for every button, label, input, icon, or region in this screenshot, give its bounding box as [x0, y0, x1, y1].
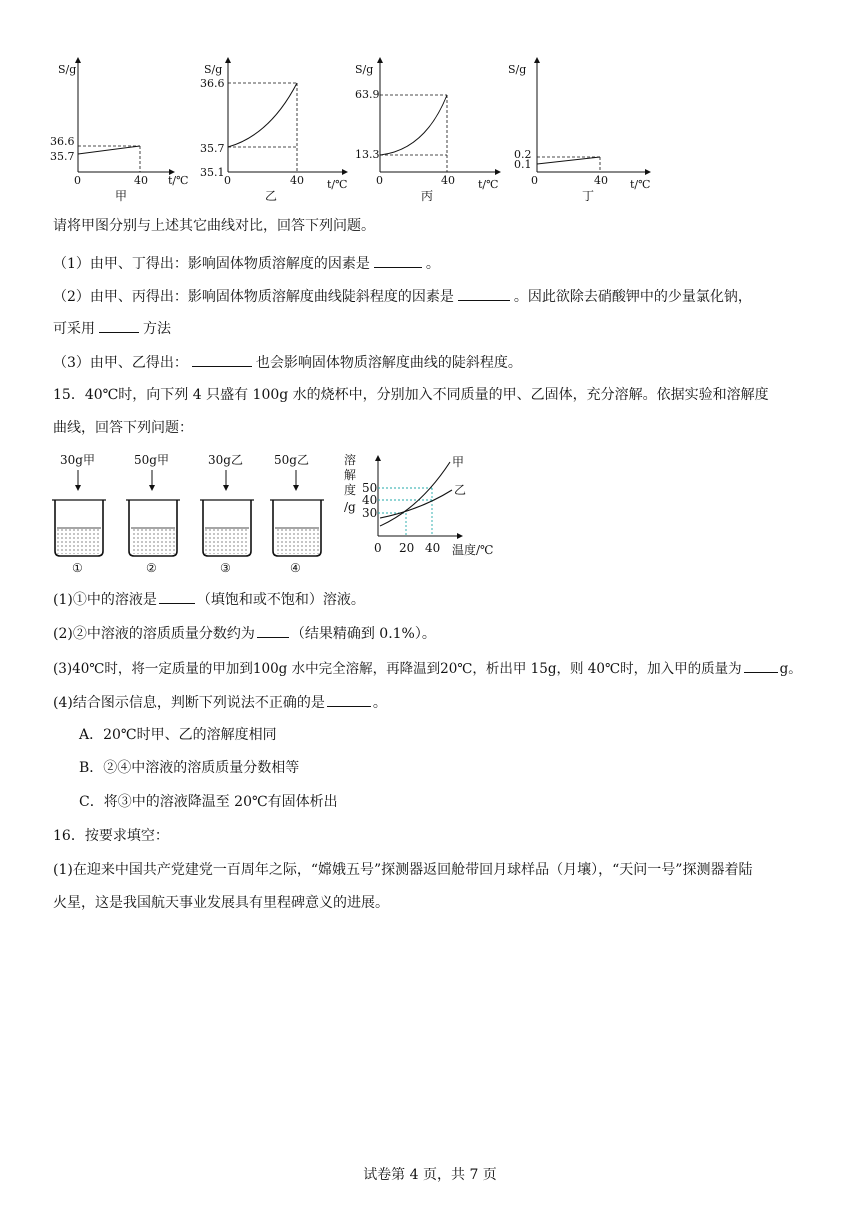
- graph-yi-ytick-1: 36.6: [200, 77, 225, 90]
- graph-ding: [508, 60, 650, 203]
- q15-a4-blank[interactable]: [327, 692, 371, 707]
- q15-a1-blank[interactable]: [159, 589, 195, 604]
- graph-ding-x0: 0: [531, 174, 538, 187]
- q14-p2-method-label: 可采用: [53, 321, 95, 337]
- q14-p2-text: （2）由甲、丙得出：影响固体物质溶解度曲线陡斜程度的因素是: [53, 289, 454, 305]
- graph-bing: [355, 60, 498, 203]
- curve-ytick-30: 30: [362, 506, 378, 520]
- q14-p3-blank[interactable]: [192, 352, 252, 367]
- beaker-2: [126, 453, 180, 575]
- q14-p1-blank[interactable]: [374, 253, 422, 268]
- q15-option-a[interactable]: A．20℃时甲、乙的溶解度相同: [79, 727, 277, 743]
- graph-yi-ytick-3: 35.1: [200, 166, 225, 179]
- graph-yi-ytick-2: 35.7: [200, 142, 225, 155]
- curve-xtick-40: 40: [425, 541, 441, 555]
- beaker-4-num: ④: [290, 561, 301, 575]
- q15-a4-end: 。: [372, 695, 387, 711]
- graph-bing-xlabel: t/℃: [478, 178, 499, 191]
- q16-part-1-line-1: (1)在迎来中国共产党建党一百周年之际，“嫦娥五号”探测器返回舱带回月球样品（月壤），“天问一号”探测器着陆: [53, 862, 753, 878]
- q15-stem-line-1: 15．40℃时，向下列 4 只盛有 100g 水的烧杯中，分别加入不同质量的甲、乙固体，充分溶解。依据实验和溶解度: [53, 387, 769, 403]
- graph-jia-x1: 40: [134, 174, 148, 187]
- q15-a1-text: (1)①中的溶液是: [53, 592, 157, 608]
- solubility-graphs: [0, 0, 860, 210]
- q15-solubility-curve: [344, 452, 493, 557]
- graph-yi-x1: 40: [290, 174, 304, 187]
- graph-ding-name: 丁: [582, 189, 595, 203]
- graph-ding-ytick-1: 0.2: [514, 148, 532, 161]
- q15-a3-blank[interactable]: [744, 658, 778, 673]
- graph-yi-name: 乙: [265, 189, 278, 203]
- graph-jia-ytick-2: 35.7: [50, 150, 75, 163]
- q15-option-c[interactable]: C．将③中的溶液降温至 20℃有固体析出: [79, 794, 338, 810]
- page-footer: 试卷第 4 页，共 7 页: [363, 1167, 497, 1183]
- graph-bing-name: 丙: [421, 189, 434, 203]
- beaker-3-num: ③: [220, 561, 231, 575]
- graph-ding-x1: 40: [594, 174, 608, 187]
- q14-p3-end: 也会影响固体物质溶解度曲线的陡斜程度。: [255, 355, 522, 371]
- q14-part-1: [53, 253, 440, 274]
- q14-p2-blank[interactable]: [458, 286, 510, 301]
- curve-ylabel-1: 溶: [344, 453, 357, 467]
- graph-jia-name: 甲: [115, 189, 128, 203]
- graph-bing-ytick-1: 63.9: [355, 88, 380, 101]
- q15-a2-text: (2)②中溶液的溶质质量分数约为: [53, 626, 255, 642]
- q15-a4-text: (4)结合图示信息，判断下列说法不正确的是: [53, 695, 325, 711]
- beaker-3: [200, 453, 254, 575]
- beaker-2-label: 50g甲: [134, 453, 169, 467]
- graph-yi-x0: 0: [224, 174, 231, 187]
- q14-part-2-cont: [53, 318, 171, 339]
- curve-ytick-40: 40: [362, 493, 378, 507]
- graph-bing-x1: 40: [441, 174, 455, 187]
- q15-figure: [0, 448, 860, 578]
- beaker-2-num: ②: [146, 561, 157, 575]
- q14-intro: 请将甲图分别与上述其它曲线对比，回答下列问题。: [53, 218, 375, 234]
- graph-jia: [50, 60, 188, 203]
- q14-p2-method-blank[interactable]: [99, 318, 139, 333]
- graph-yi-ylabel: S/g: [204, 63, 223, 76]
- q15-stem-line-2: 曲线，回答下列问题：: [53, 420, 193, 436]
- curve-xtick-20: 20: [399, 541, 415, 555]
- q14-p3-text: （3）由甲、乙得出：: [53, 355, 188, 371]
- curve-ylabel-2: 解: [344, 468, 357, 482]
- q15-answer-4: [53, 692, 387, 713]
- q16-stem: 16．按要求填空：: [53, 828, 169, 844]
- graph-jia-ylabel: S/g: [58, 63, 77, 76]
- beaker-3-label: 30g乙: [208, 453, 243, 467]
- curve-ylabel-4: /g: [344, 500, 356, 514]
- q14-p2-cont: 。因此欲除去硝酸钾中的少量氯化钠，: [513, 289, 752, 305]
- q15-a3-text: (3)40℃时，将一定质量的甲加到100g 水中完全溶解，再降温到20℃，析出甲 15g，则 40℃时，加入甲的质量为: [53, 661, 742, 677]
- curve-ylabel-3: 度: [344, 483, 357, 497]
- q15-answer-3: [53, 658, 802, 679]
- graph-jia-ytick-1: 36.6: [50, 135, 75, 148]
- curve-series-yi: 乙: [454, 483, 467, 497]
- q15-a2-blank[interactable]: [257, 623, 289, 638]
- beaker-1-label: 30g甲: [60, 453, 95, 467]
- beaker-4: [270, 453, 324, 575]
- beaker-1-num: ①: [72, 561, 83, 575]
- graph-jia-x0: 0: [74, 174, 81, 187]
- beaker-1: [52, 453, 106, 575]
- q15-answer-1: [53, 589, 365, 610]
- q14-part-3: [53, 352, 522, 373]
- graph-bing-ytick-2: 13.3: [355, 148, 380, 161]
- graph-bing-ylabel: S/g: [355, 63, 374, 76]
- graph-yi-xlabel: t/℃: [327, 178, 348, 191]
- graph-ding-ytick-2: 0.1: [514, 158, 532, 171]
- graph-jia-xlabel: t/℃: [168, 174, 189, 187]
- q15-answer-2: [53, 623, 436, 644]
- curve-series-jia: 甲: [452, 455, 465, 469]
- beaker-4-label: 50g乙: [274, 453, 309, 467]
- graph-bing-x0: 0: [376, 174, 383, 187]
- q14-p1-text: （1）由甲、丁得出：影响固体物质溶解度的因素是: [53, 256, 370, 272]
- graph-yi: [200, 60, 347, 203]
- q15-option-b[interactable]: B．②④中溶液的溶质质量分数相等: [79, 760, 300, 776]
- curve-ytick-50: 50: [362, 481, 378, 495]
- curve-xlabel: 温度/℃: [452, 543, 494, 557]
- curve-xtick-0: 0: [374, 541, 382, 555]
- q14-part-2: [53, 286, 752, 307]
- q14-p1-end: 。: [425, 256, 440, 272]
- graph-ding-xlabel: t/℃: [630, 178, 651, 191]
- q15-a3-end: g。: [779, 661, 802, 677]
- q15-a2-end: （结果精确到 0.1%）。: [290, 626, 436, 642]
- q15-a1-end: （填饱和或不饱和）溶液。: [196, 592, 365, 608]
- q14-p2-method-end: 方法: [143, 321, 171, 337]
- graph-ding-ylabel: S/g: [508, 63, 527, 76]
- q16-part-1-line-2: 火星，这是我国航天事业发展具有里程碑意义的进展。: [53, 895, 389, 911]
